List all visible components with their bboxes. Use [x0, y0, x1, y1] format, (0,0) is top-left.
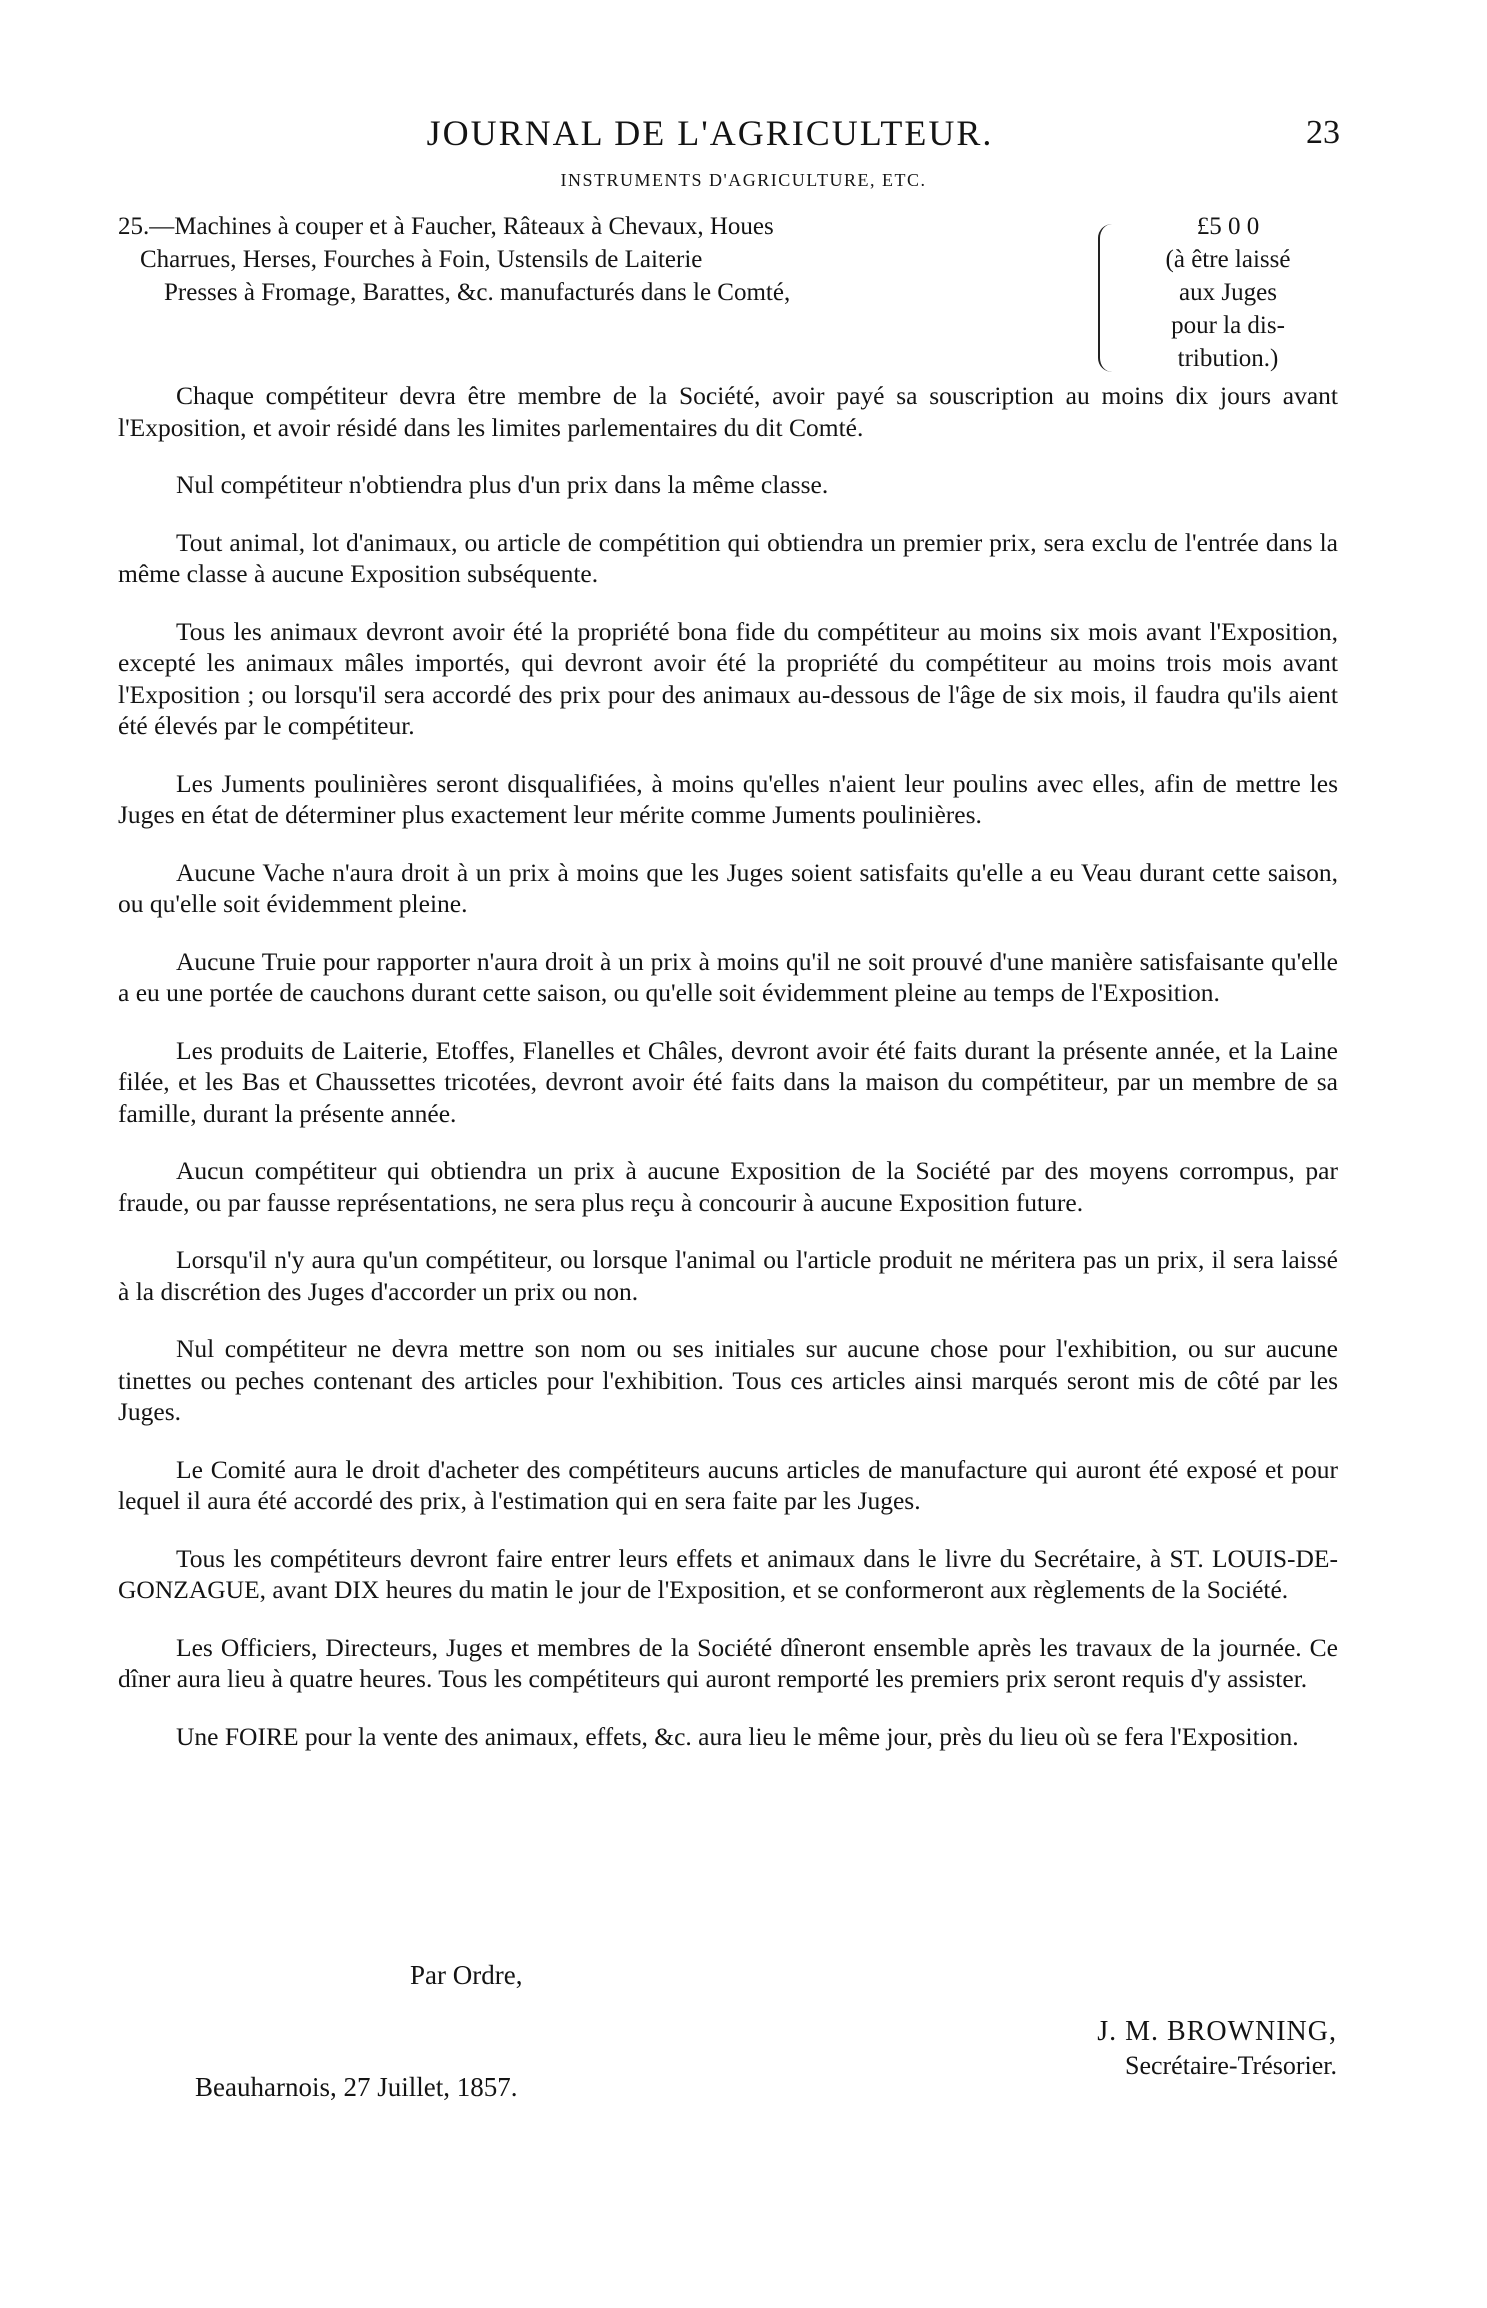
signatory-name: J. M. BROWNING, — [1097, 2016, 1337, 2047]
rule-paragraph: Le Comité aura le droit d'acheter des compétiteurs aucuns articles de manufacture qui auront été exposé et pour lequel il aura été accordé des prix, à l'estimation qui en sera faite par les Juges. — [118, 1454, 1338, 1515]
signature-block — [1097, 2015, 1337, 2083]
signoff-block — [0, 1960, 1487, 2200]
prize-note-line: aux Juges — [1179, 279, 1277, 306]
prize-amount-block — [1128, 210, 1328, 375]
prize-item-25 — [118, 210, 1338, 380]
page-number: 23 — [1306, 114, 1340, 151]
rules-body — [118, 380, 1338, 1778]
item-line: Charrues, Herses, Fourches à Foin, Ustensils de Laiterie — [140, 246, 703, 273]
prize-note-line: tribution.) — [1177, 345, 1279, 372]
journal-title: JOURNAL DE L'AGRICULTEUR. — [426, 113, 994, 153]
rule-paragraph: Les produits de Laiterie, Etoffes, Flanelles et Châles, devront avoir été faits durant la présente année, et la Laine filée, et les Bas et Chaussettes tricotées, devront avoir été faits dans la maison du compétiteur, par un membre de sa famille, durant la présente année. — [118, 1035, 1338, 1128]
rule-paragraph: Aucune Truie pour rapporter n'aura droit à un prix à moins qu'il ne soit prouvé d'une manière satisfaisante qu'elle a eu une portée de cauchons durant cette saison, ou qu'elle soit évidemment pleine au temps de l'Exposition. — [118, 946, 1338, 1007]
place-and-date: Beauharnois, 27 Juillet, 1857. — [195, 2072, 518, 2102]
rule-paragraph: Lorsqu'il n'y aura qu'un compétiteur, ou lorsque l'animal ou l'article produit ne méritera pas un prix, il sera laissé à la discrétion des Juges d'accorder un prix ou non. — [118, 1245, 1338, 1306]
rule-paragraph: Nul compétiteur ne devra mettre son nom ou ses initiales sur aucune chose pour l'exhibition, ou sur aucune tinettes ou peches contenant des articles pour l'exhibition. Tous ces articles ainsi marqués seront mis de côté par les Juges. — [118, 1334, 1338, 1426]
prize-note-line: (à être laissé — [1165, 246, 1291, 273]
rule-paragraph: Chaque compétiteur devra être membre de la Société, avoir payé sa souscription au moins dix jours avant l'Exposition, et avoir résidé dans les limites parlementaires du dit Comté. — [118, 381, 1338, 442]
par-ordre: Par Ordre, — [410, 1960, 523, 1990]
prize-item-description — [118, 210, 1098, 309]
rule-paragraph: Une FOIRE pour la vente des animaux, effets, &c. aura lieu le même jour, près du lieu où se fera l'Exposition. — [176, 1721, 1299, 1751]
item-line: 25.—Machines à couper et à Faucher, Râteaux à Chevaux, Houes — [118, 213, 774, 240]
rule-paragraph: Les Officiers, Directeurs, Juges et membres de la Société dîneront ensemble après les travaux de la journée. Ce dîner aura lieu à quatre heures. Tous les compétiteurs qui auront remporté les premiers prix seront requis d'y assister. — [118, 1632, 1338, 1693]
rule-paragraph: Tout animal, lot d'animaux, ou article de compétition qui obtiendra un premier prix, sera exclu de l'entrée dans la même classe à aucune Exposition subséquente. — [118, 527, 1338, 588]
rule-paragraph: Les Juments poulinières seront disqualifiées, à moins qu'elles n'aient leur poulins avec elles, afin de mettre les Juges en état de déterminer plus exactement leur mérite comme Juments poulinières. — [118, 768, 1338, 829]
curly-brace — [1098, 224, 1130, 372]
rule-paragraph: Aucun compétiteur qui obtiendra un prix à aucune Exposition de la Société par des moyens corrompus, par fraude, ou par fausse représentations, ne sera plus reçu à concourir à aucune Exposition future. — [118, 1156, 1338, 1217]
item-line: Presses à Fromage, Barattes, &c. manufacturés dans le Comté, — [164, 279, 791, 306]
rule-paragraph: Tous les compétiteurs devront faire entrer leurs effets et animaux dans le livre du Secrétaire, à ST. LOUIS-DE-GONZAGUE, avant DIX heures du matin le jour de l'Exposition, et se conformeront aux règlements de la Société. — [118, 1543, 1338, 1604]
page-header — [90, 112, 1340, 162]
prize-amount: £5 0 0 — [1196, 213, 1260, 240]
section-heading: INSTRUMENTS D'AGRICULTURE, ETC. — [560, 170, 927, 190]
rule-paragraph: Nul compétiteur n'obtiendra plus d'un prix dans la même classe. — [176, 470, 829, 499]
signatory-role: Secrétaire-Trésorier. — [1124, 2051, 1337, 2080]
rule-paragraph: Aucune Vache n'aura droit à un prix à moins que les Juges soient satisfaits qu'elle a eu Veau durant cette saison, ou qu'elle soit évidemment pleine. — [118, 857, 1338, 918]
rule-paragraph: Tous les animaux devront avoir été la propriété bona fide du compétiteur au moins six mois avant l'Exposition, excepté les animaux mâles importés, qui devront avoir été la propriété du compétiteur au moins trois mois avant l'Exposition ; ou lorsqu'il sera accordé des prix pour des animaux au-dessous de l'âge de six mois, il faudra qu'ils aient été élevés par le compétiteur. — [118, 616, 1338, 740]
prize-note-line: pour la dis- — [1171, 312, 1285, 339]
